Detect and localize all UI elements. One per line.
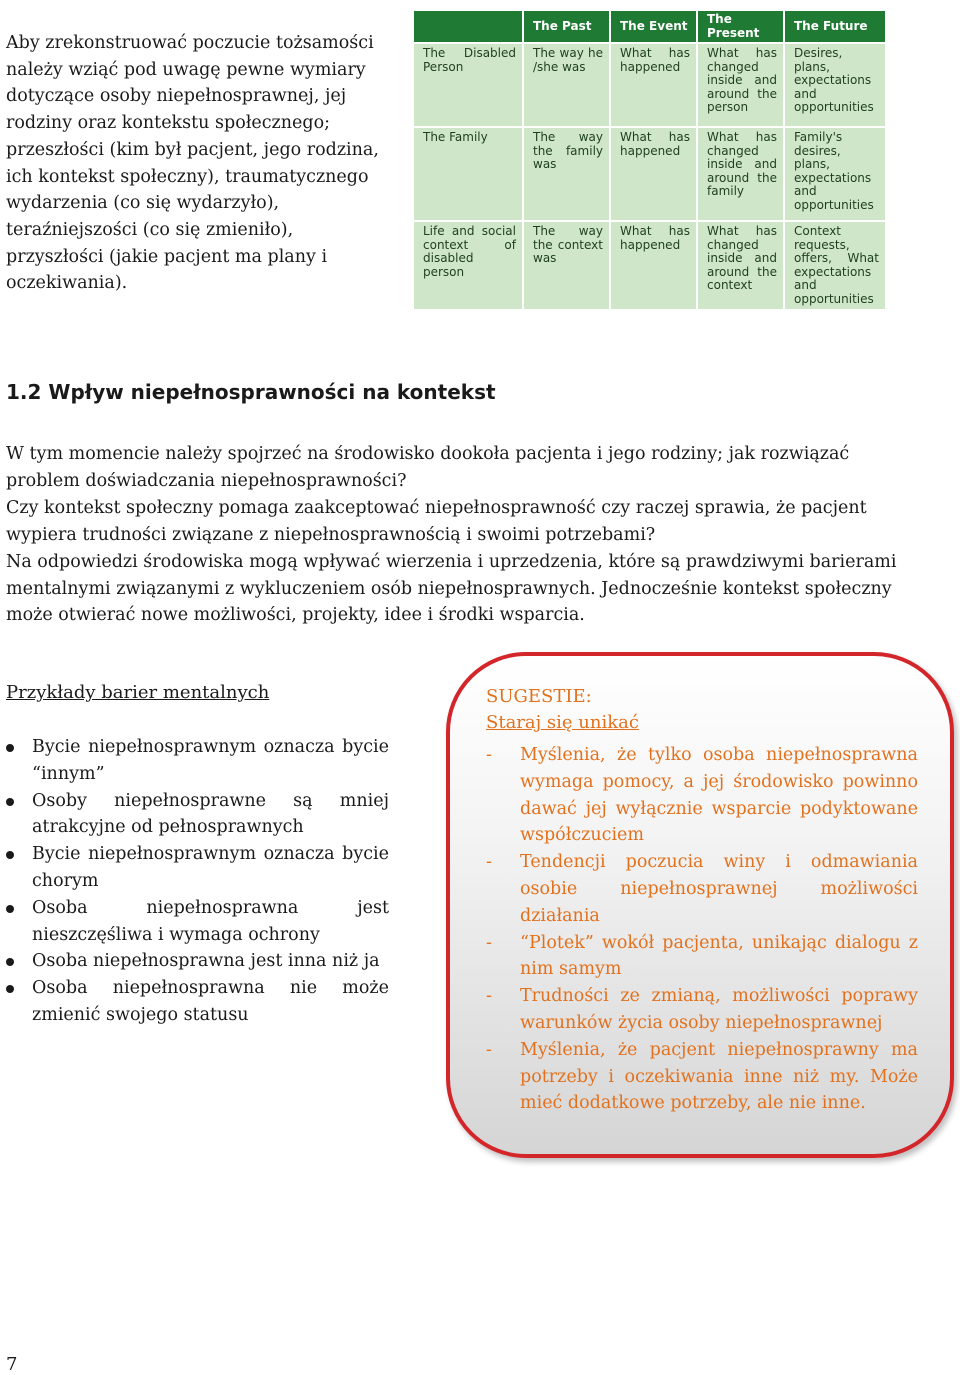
list-item-text: Bycie niepełnosprawnym oznacza bycie “innym” [32,737,389,784]
list-item [486,1037,918,1117]
table-row [413,43,886,127]
table-cell: Context requests, offers, What expectations and opportunities [784,221,886,310]
list-item-text: Myślenia, że pacjent niepełnosprawny ma potrzeby i oczekiwania inne niż my. Może mieć dodatkowe potrzeby, ale nie inne. [520,1039,918,1114]
identity-dimensions-table [412,9,887,311]
list-item [6,841,389,895]
section-heading: 1.2 Wpływ niepełnosprawności na kontekst [6,380,496,404]
list-item-text: Osoba niepełnosprawna jest nieszczęśliwa i wymaga ochrony [32,897,389,945]
table-cell: The way the family was [523,127,610,221]
table-header-cell [413,10,523,43]
barriers-title: Przykłady barier mentalnych [6,682,270,703]
table-row-header: Life and social context of disabled person [413,221,523,310]
table-cell: What has happened [610,221,697,310]
suggestions-label: SUGESTIE: [486,686,592,707]
table-header-cell: The Event [610,10,697,43]
table-row-header: The Disabled Person [413,43,523,127]
list-item [6,948,389,975]
table-header-cell: The Past [523,10,610,43]
table-cell: What has changed inside and around the family [697,127,784,221]
list-item [6,734,389,788]
table-header-cell: The Present [697,10,784,43]
table-cell: Desires, plans, expectations and opportunities [784,43,886,127]
table-row-header: The Family [413,127,523,221]
table-cell: The way he /she was [523,43,610,127]
list-item-text: Osoba niepełnosprawna jest inna niż ja [32,951,380,972]
table-header-cell: The Future [784,10,886,43]
list-item-text: Myślenia, że tylko osoba niepełnosprawna wymaga pomocy, a jej środowisko powinno dawać jej wyłącznie wsparcie podyktowane współczuciem [520,745,918,846]
section-body [6,441,906,629]
suggestions-title: Staraj się unikać [486,712,639,733]
list-item-text: “Plotek” wokół pacjenta, unikając dialogu z nim samym [520,932,918,980]
list-item-text: Bycie niepełnosprawnym oznacza bycie chorym [32,844,389,891]
bullet-icon [6,905,14,913]
table-row [413,127,886,221]
list-item [6,895,389,949]
bullet-icon [6,958,14,966]
dash-marker: - [486,932,492,953]
table-cell: What has happened [610,43,697,127]
dash-marker: - [486,986,492,1007]
list-item [6,975,389,1029]
body-paragraph: Czy kontekst społeczny pomaga zaakceptować niepełnosprawność czy raczej sprawia, że pacjent wypiera trudności związane z niepełnosprawnością i swoimi potrzebami? [6,497,867,545]
table-cell: What has changed inside and around the person [697,43,784,127]
list-item [6,788,389,842]
page-number: 7 [6,1354,18,1375]
list-item-text: Tendencji poczucia winy i odmawiania osobie niepełnosprawnej możliwości działania [520,852,918,926]
bullet-icon [6,851,14,859]
table-cell: Family's desires, plans, expectations and opportunities [784,127,886,221]
bullet-icon [6,985,14,993]
suggestions-box [446,652,954,1158]
list-item [486,930,918,984]
suggestions-list [486,742,918,1117]
body-paragraph: Na odpowiedzi środowiska mogą wpływać wierzenia i uprzedzenia, które są prawdziwymi barierami mentalnymi związanymi z wykluczeniem osób niepełnosprawnych. Jednocześnie kontekst społeczny może otwierać nowe możliwości, projekty, idee i środki wsparcia. [6,551,897,626]
list-item [486,983,918,1037]
bullet-icon [6,798,14,806]
table-header-row [413,10,886,43]
list-item [486,742,918,849]
table-cell: What has happened [610,127,697,221]
list-item-text: Trudności ze zmianą, możliwości poprawy warunków życia osoby niepełnosprawnej [520,986,918,1033]
table-cell: What has changed inside and around the context [697,221,784,310]
dash-marker: - [486,1039,492,1060]
dash-marker: - [486,745,492,765]
list-item-text: Osoby niepełnosprawne są mniej atrakcyjne od pełnosprawnych [32,790,389,838]
body-paragraph: W tym momencie należy spojrzeć na środowisko dookoła pacjenta i jego rodziny; jak rozwiązać problem doświadczania niepełnosprawności? [6,444,850,491]
list-item-text: Osoba niepełnosprawna nie może zmienić swojego statusu [32,978,389,1025]
barriers-list [6,734,389,1029]
list-item [486,849,918,929]
table-cell: The way the context was [523,221,610,310]
table-row [413,221,886,310]
intro-paragraph: Aby zrekonstruować poczucie tożsamości należy wziąć pod uwagę pewne wymiary dotyczące osoby niepełnosprawnej, jej rodziny oraz kontekstu społecznego; przeszłości (kim był pacjent, jego rodzina, ich kontekst społeczny), traumatycznego wydarzenia (co się wydarzyło), teraźniejszości (co się zmieniło), przyszłości (jakie pacjent ma plany i oczekiwania). [6,33,379,294]
bullet-icon [6,744,14,752]
dash-marker: - [486,852,492,873]
